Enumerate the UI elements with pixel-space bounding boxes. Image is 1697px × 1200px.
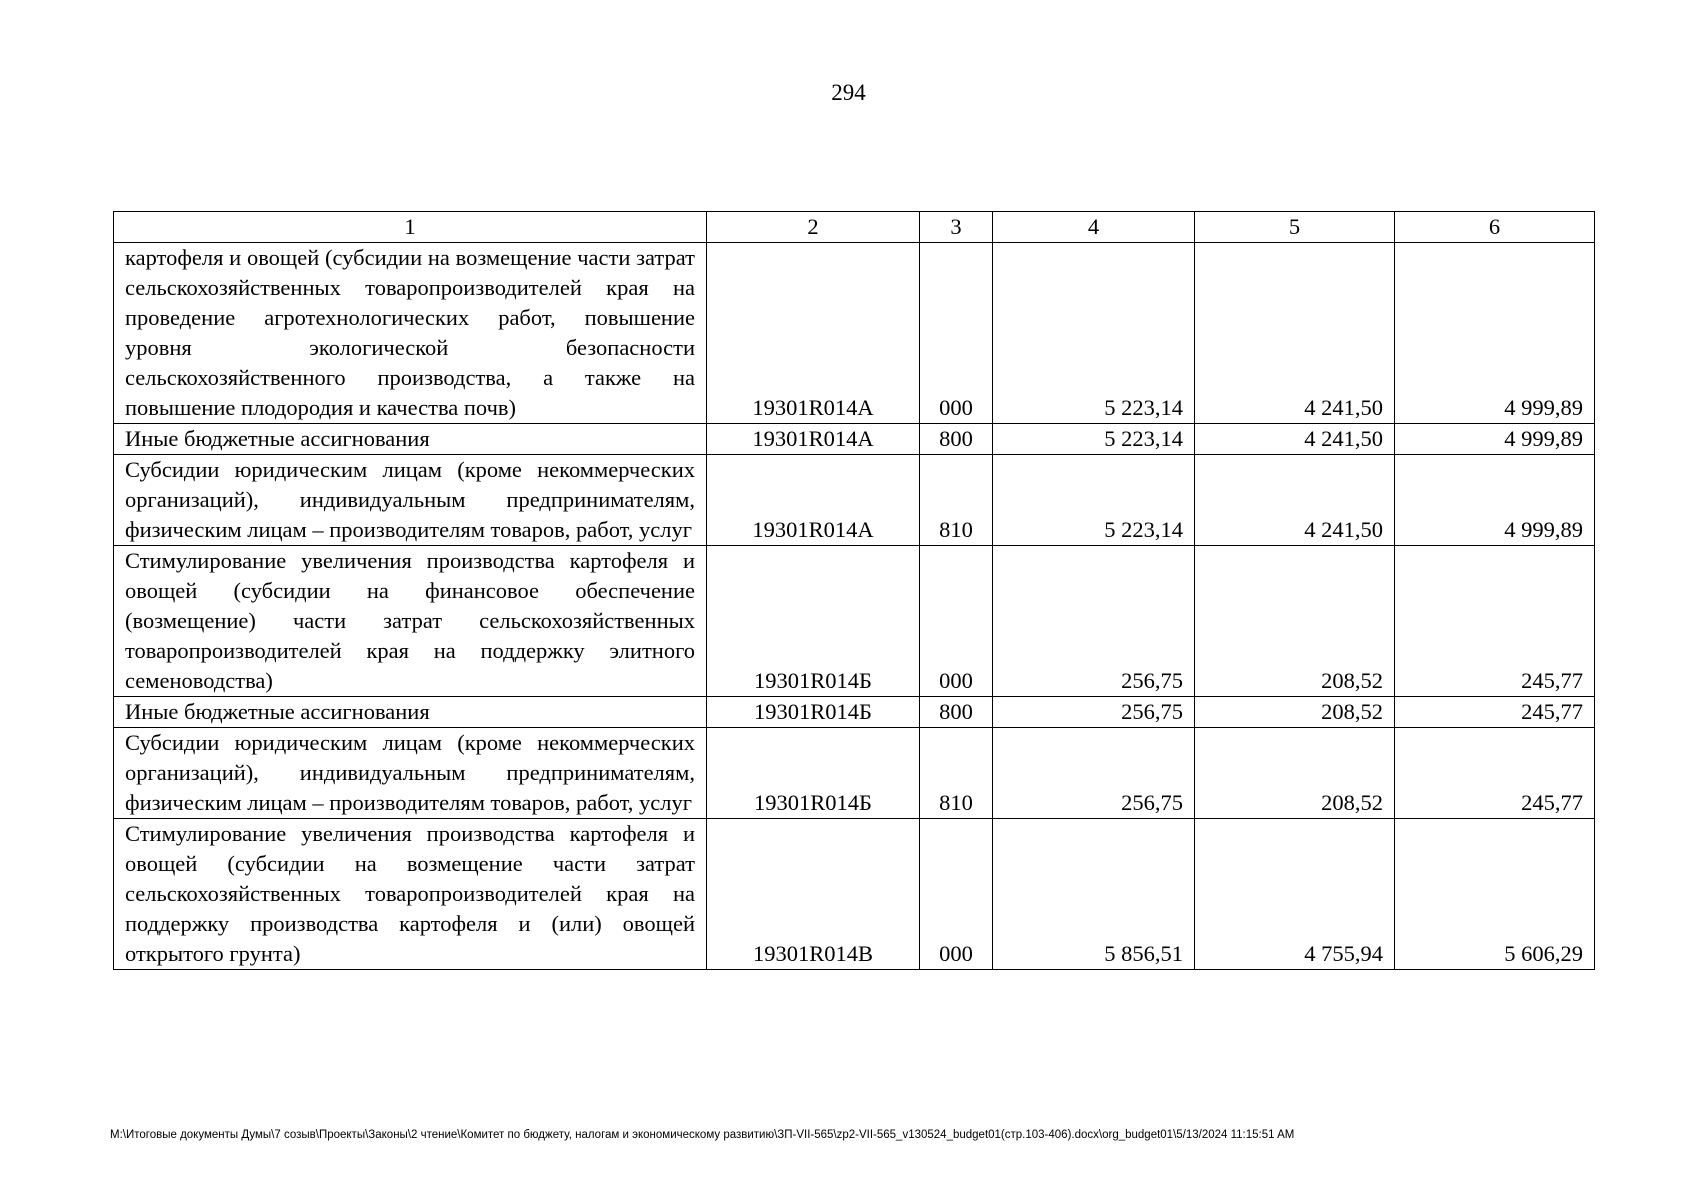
row-amount-col6: 4 999,89 — [1395, 455, 1595, 546]
row-expense-type: 000 — [920, 819, 993, 970]
row-amount-col5: 4 241,50 — [1195, 243, 1395, 424]
row-amount-col4: 5 223,14 — [993, 424, 1195, 455]
row-amount-col4: 5 223,14 — [993, 243, 1195, 424]
table-row — [114, 546, 1595, 697]
row-amount-col5: 4 241,50 — [1195, 455, 1395, 546]
page-number: 294 — [831, 80, 866, 105]
table-row — [114, 819, 1595, 970]
table-row — [114, 728, 1595, 819]
row-description: Иные бюджетные ассигнования — [114, 697, 707, 728]
column-header-1: 1 — [114, 212, 707, 243]
row-target-code: 19301R014А — [707, 424, 920, 455]
column-header-6: 6 — [1395, 212, 1595, 243]
row-description: картофеля и овощей (субсидии на возмещение части затрат сельскохозяйственных товаропроизводителей края на проведение агротехнологических работ, повышение уровня экологической безопасности сельскохозяйственного производства, а также на повышение плодородия и качества почв) — [114, 243, 707, 424]
row-amount-col4: 5 223,14 — [993, 455, 1195, 546]
table-row — [114, 697, 1595, 728]
row-description: Субсидии юридическим лицам (кроме некоммерческих организаций), индивидуальным предпринимателям, физическим лицам – производителям товаров, работ, услуг — [114, 455, 707, 546]
row-description: Субсидии юридическим лицам (кроме некоммерческих организаций), индивидуальным предпринимателям, физическим лицам – производителям товаров, работ, услуг — [114, 728, 707, 819]
row-description: Иные бюджетные ассигнования — [114, 424, 707, 455]
table-header-row — [114, 212, 1595, 243]
row-amount-col6: 245,77 — [1395, 728, 1595, 819]
row-amount-col6: 245,77 — [1395, 697, 1595, 728]
row-expense-type: 800 — [920, 697, 993, 728]
row-target-code: 19301R014Б — [707, 697, 920, 728]
row-amount-col5: 208,52 — [1195, 728, 1395, 819]
row-amount-col4: 5 856,51 — [993, 819, 1195, 970]
column-header-2: 2 — [707, 212, 920, 243]
row-target-code: 19301R014Б — [707, 546, 920, 697]
row-expense-type: 810 — [920, 455, 993, 546]
row-expense-type: 810 — [920, 728, 993, 819]
row-amount-col4: 256,75 — [993, 728, 1195, 819]
row-amount-col6: 4 999,89 — [1395, 424, 1595, 455]
table-row — [114, 424, 1595, 455]
row-amount-col5: 208,52 — [1195, 697, 1395, 728]
row-amount-col4: 256,75 — [993, 546, 1195, 697]
budget-table — [113, 211, 1595, 970]
document-path-footer: M:\Итоговые документы Думы\7 созыв\Проекты\Законы\2 чтение\Комитет по бюджету, налогам и экономическому развитию\ЗП-VII-565\zp2-VII-565_v130524_budget01(стр.103-406).docx\org_budget01\5/13/2024 11:15:51 AM — [110, 1129, 1295, 1141]
row-expense-type: 000 — [920, 546, 993, 697]
table-row — [114, 243, 1595, 424]
row-description: Стимулирование увеличения производства картофеля и овощей (субсидии на возмещение части затрат сельскохозяйственных товаропроизводителей края на поддержку производства картофеля и (или) овощей открытого грунта) — [114, 819, 707, 970]
row-description: Стимулирование увеличения производства картофеля и овощей (субсидии на финансовое обеспечение (возмещение) части затрат сельскохозяйственных товаропроизводителей края на поддержку элитного семеноводства) — [114, 546, 707, 697]
column-header-3: 3 — [920, 212, 993, 243]
row-target-code: 19301R014Б — [707, 728, 920, 819]
row-amount-col4: 256,75 — [993, 697, 1195, 728]
column-header-5: 5 — [1195, 212, 1395, 243]
row-target-code: 19301R014В — [707, 819, 920, 970]
column-header-4: 4 — [993, 212, 1195, 243]
row-amount-col6: 5 606,29 — [1395, 819, 1595, 970]
row-amount-col6: 4 999,89 — [1395, 243, 1595, 424]
row-amount-col5: 4 755,94 — [1195, 819, 1395, 970]
row-expense-type: 000 — [920, 243, 993, 424]
row-target-code: 19301R014А — [707, 243, 920, 424]
row-amount-col5: 4 241,50 — [1195, 424, 1395, 455]
row-amount-col6: 245,77 — [1395, 546, 1595, 697]
row-amount-col5: 208,52 — [1195, 546, 1395, 697]
row-expense-type: 800 — [920, 424, 993, 455]
table-row — [114, 455, 1595, 546]
row-target-code: 19301R014А — [707, 455, 920, 546]
